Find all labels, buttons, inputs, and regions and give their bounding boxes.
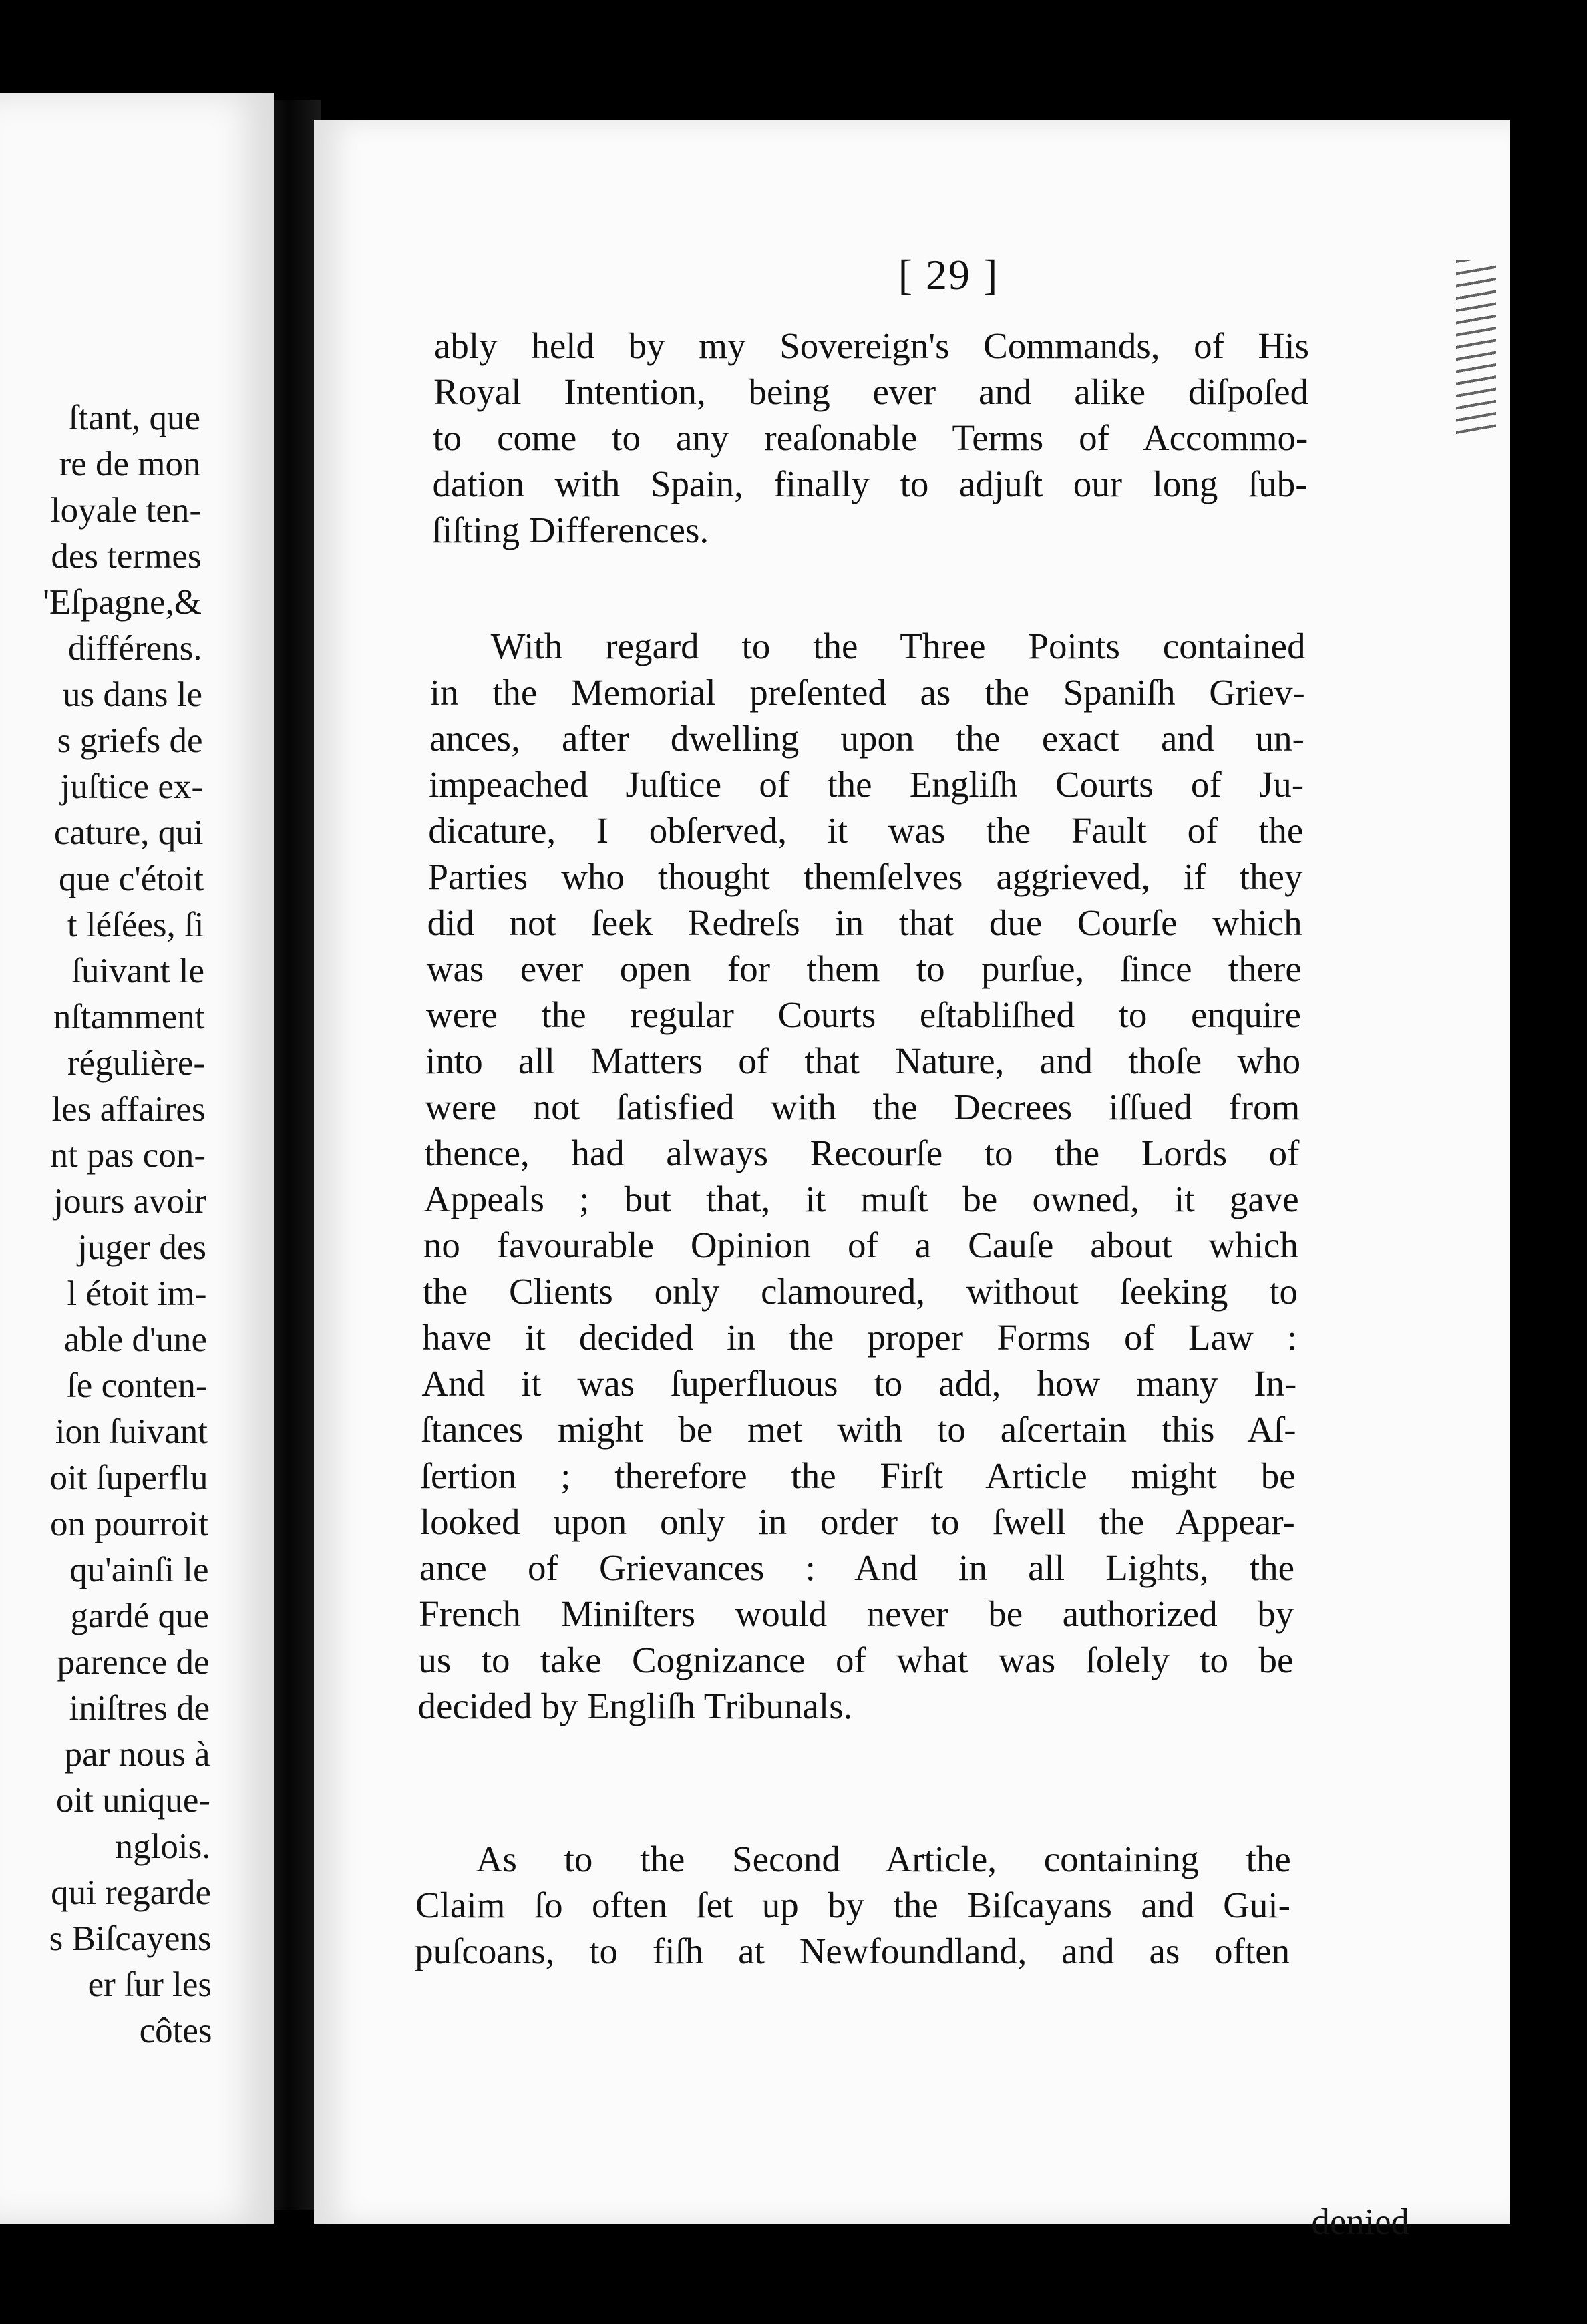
body-line: no favourable Opinion of a Cauſe about which xyxy=(423,1225,1298,1266)
body-line: the Clients only clamoured, without ſeeking to xyxy=(423,1271,1298,1312)
body-line: in the Memorial preſented as the Spaniſh Griev- xyxy=(429,672,1305,713)
left-page-line: ſtant, que xyxy=(68,399,200,437)
body-line: Parties who thought themſelves aggrieved, if they xyxy=(427,856,1303,897)
left-page-line: ſe conten- xyxy=(67,1366,208,1405)
page-edge-noise xyxy=(1456,260,1496,434)
body-line: ably held by my Sovereign's Commands, of His xyxy=(434,325,1309,366)
left-page-line: on pourroit xyxy=(50,1505,208,1543)
left-page-line: juger des xyxy=(77,1228,206,1267)
left-page-line: iniſtres de xyxy=(69,1689,210,1728)
left-page-line: par nous à xyxy=(64,1735,210,1774)
left-page-line: able d'une xyxy=(63,1320,207,1359)
left-page-line: gardé que xyxy=(70,1597,209,1635)
left-page-line: juſtice ex- xyxy=(60,767,203,806)
body-line: have it decided in the proper Forms of Law : xyxy=(422,1317,1298,1358)
left-page-line: ion ſuivant xyxy=(55,1412,208,1451)
catchword: denied xyxy=(1311,2201,1409,2242)
left-page-line: cature, qui xyxy=(53,813,204,852)
body-line: Claim ſo often ſet up by the Biſcayans and Gui- xyxy=(415,1885,1290,1925)
left-page-fragment xyxy=(0,93,274,2224)
body-line: to come to any reaſonable Terms of Accommo- xyxy=(433,417,1308,458)
body-line: ances, after dwelling upon the exact and un- xyxy=(429,718,1304,759)
left-page-line: re de mon xyxy=(59,445,201,483)
left-page-line: qui regarde xyxy=(51,1873,211,1912)
body-line: did not ſeek Redreſs in that due Courſe which xyxy=(427,902,1302,943)
left-page-line: 'Eſpagne,& xyxy=(43,583,202,622)
body-line: And it was ſuperfluous to add, how many In- xyxy=(421,1363,1297,1404)
body-line: us to take Cognizance of what was ſolely to be xyxy=(418,1639,1294,1680)
body-line: puſcoans, to fiſh at Newfoundland, and as often xyxy=(415,1931,1290,1971)
right-page xyxy=(314,120,1510,2242)
page-number: [ 29 ] xyxy=(898,251,999,299)
left-page-line: parence de xyxy=(57,1643,210,1682)
left-page-line: loyale ten- xyxy=(50,491,201,530)
left-page-line: s Biſcayens xyxy=(49,1919,212,1958)
left-page-line: t léſées, ſi xyxy=(67,906,204,944)
body-line: were the regular Courts eſtabliſhed to enquire xyxy=(425,994,1301,1035)
body-line: ſiſting Differences. xyxy=(431,510,709,550)
left-page-line: er ſur les xyxy=(87,1965,212,2004)
body-line: were not ſatisfied with the Decrees iſſued from xyxy=(425,1087,1300,1127)
left-page-line: que c'étoit xyxy=(58,859,204,898)
body-line: French Miniſters would never be authorized by xyxy=(419,1593,1294,1634)
body-line: ſtances might be met with to aſcertain this Aſ- xyxy=(421,1409,1296,1450)
left-page-line: s griefs de xyxy=(57,721,203,760)
body-line: was ever open for them to purſue, ſince there xyxy=(426,948,1302,989)
body-line: With regard to the Three Points contained xyxy=(490,626,1306,666)
left-page-line: oit unique- xyxy=(55,1781,210,1820)
left-page-line: régulière- xyxy=(67,1044,205,1083)
left-page-line: différens. xyxy=(67,629,202,668)
body-line: impeached Juſtice of the Engliſh Courts of Ju- xyxy=(429,764,1304,805)
left-page-line: les affaires xyxy=(51,1090,206,1129)
left-page-line: l étoit im- xyxy=(67,1274,207,1313)
left-page-line: côtes xyxy=(139,2011,212,2050)
left-page-line: jours avoir xyxy=(53,1182,206,1221)
body-line: Appeals ; but that, it muſt be owned, it gave xyxy=(423,1179,1299,1219)
left-page-line: ſuivant le xyxy=(71,952,204,990)
body-line: Royal Intention, being ever and alike diſpoſed xyxy=(433,371,1309,412)
body-line: ance of Grievances : And in all Lights, the xyxy=(419,1547,1295,1588)
left-page-line: us dans le xyxy=(62,675,202,714)
left-page-line: qu'ainſi le xyxy=(69,1551,209,1589)
left-page-line: nglois. xyxy=(115,1827,211,1866)
body-line: thence, had always Recourſe to the Lords of xyxy=(424,1133,1300,1173)
left-page-line: nt pas con- xyxy=(50,1136,206,1175)
body-line: dation with Spain, finally to adjuſt our long ſub- xyxy=(432,463,1308,504)
left-page-line: nſtamment xyxy=(53,998,205,1036)
body-line: dicature, I obſerved, it was the Fault of the xyxy=(428,810,1304,851)
left-page-line: oit ſuperflu xyxy=(49,1459,208,1497)
body-line: looked upon only in order to ſwell the Appear- xyxy=(419,1501,1295,1542)
body-line: ſertion ; therefore the Firſt Article might be xyxy=(420,1455,1296,1496)
body-line: As to the Second Article, containing the xyxy=(476,1838,1291,1879)
body-line: into all Matters of that Nature, and thoſe who xyxy=(425,1040,1301,1081)
body-line: decided by Engliſh Tribunals. xyxy=(417,1686,853,1726)
left-page-line: des termes xyxy=(51,537,202,576)
